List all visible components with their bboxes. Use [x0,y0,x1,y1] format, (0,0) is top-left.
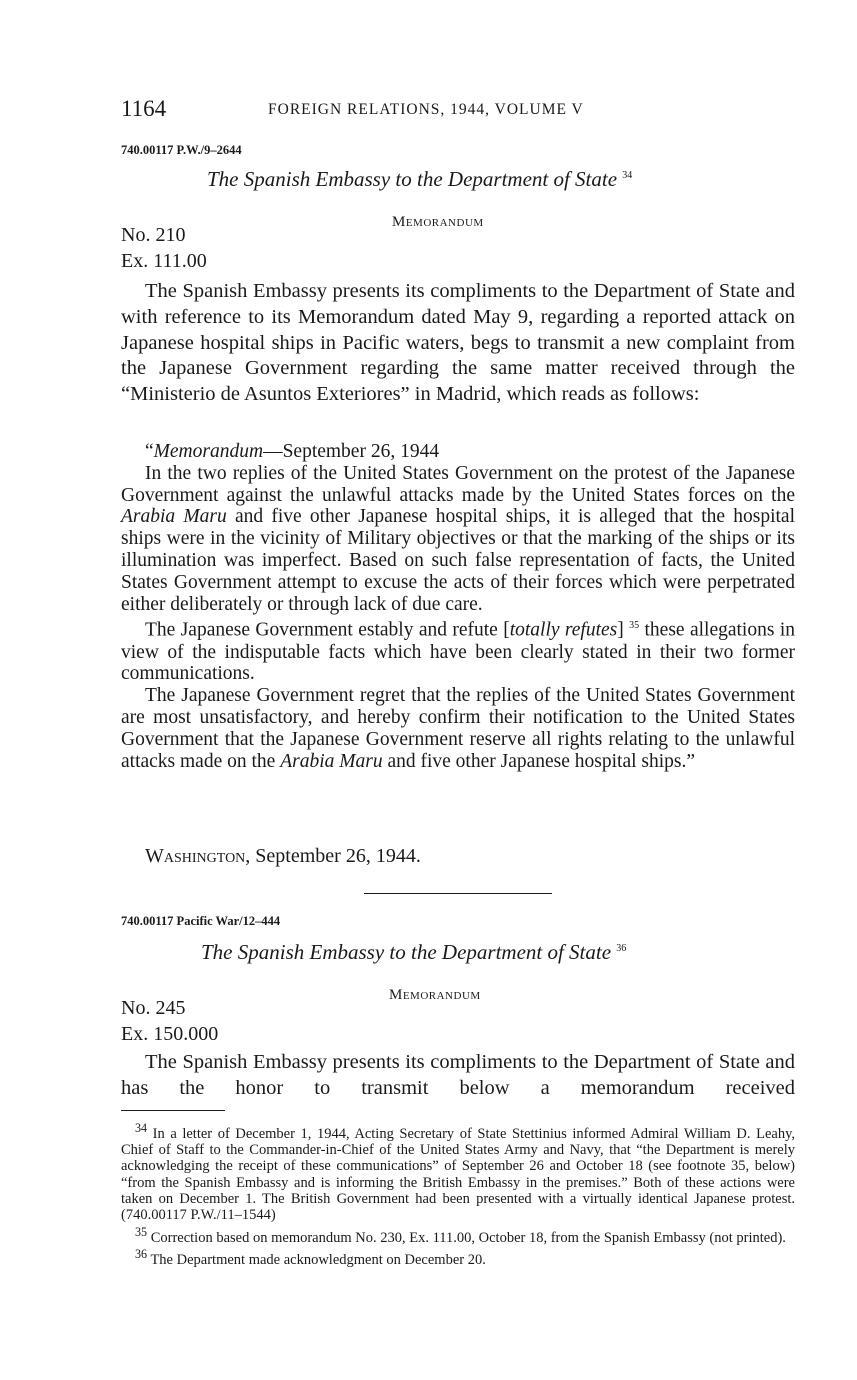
document-title [207,167,632,192]
document-title-text: The Spanish Embassy to the Department of State [207,167,618,191]
memo-number: No. 245 [121,997,186,1019]
editorial-correction: totally refutes [509,619,618,641]
memorandum-label: Memorandum [392,214,484,230]
footnote-rule [121,1110,225,1111]
file-number: 740.00117 P.W./9–2644 [121,143,242,157]
footnote-mark: 35 [135,1224,148,1239]
memo-number: No. 210 [121,224,186,246]
document-title-text: The Spanish Embassy to the Department of State [201,940,612,964]
footnote-36 [121,1246,795,1268]
ship-name: Arabia Maru [121,506,227,528]
footnote-text: In a letter of December 1, 1944, Acting Secretary of State Stettinius informed Admiral William D. Leahy, Chief of Staff to the Commander-in-Chief of the United States Army and Navy, that “the Department is merely acknowledging the receipt of these communications” of September 26 and October 18 (see footnote 35, below) “from the Spanish Embassy and is informing the British Embassy in the premises.” Both of these actions were taken on December 1. The British Government had been presented with a virtually identical Japanese protest. (740.00117 P.W./11–1544) [121,1125,796,1224]
document-title [201,940,626,965]
signature-place: Washington [145,845,246,867]
footnote-mark: 36 [135,1246,148,1261]
footnote-ref: 35 [629,620,640,632]
quoted-memorandum [121,441,795,772]
footnote-text: The Department made acknowledgment on December 20. [150,1251,486,1268]
footnotes [121,1120,795,1268]
quote-paragraph [121,463,795,616]
text-run: and five other Japanese hospital ships.” [382,750,696,772]
file-number: 740.00117 Pacific War/12–444 [121,914,281,928]
open-quote: “ [145,441,154,462]
quote-paragraph [121,685,795,772]
running-head: FOREIGN RELATIONS, 1944, VOLUME V [268,101,584,118]
footnote-mark: 34 [135,1121,148,1135]
quote-heading-date: —September 26, 1944 [263,441,440,462]
footnote-34 [121,1120,795,1224]
section-divider [364,893,552,894]
signature-date: , September 26, 1944. [245,845,421,867]
text-run: these allegations in view of the indisputable facts which have been clearly stated in their two former communications. [121,619,795,685]
memo-ex-number: Ex. 150.000 [121,1023,219,1045]
text-run: In the two replies of the United States Government on the protest of the Japanese Government against the unlawful attacks made by the United States forces on the [121,462,795,506]
memorandum-label: Memorandum [389,987,481,1003]
text-run: The Japanese Government estably and refute [ [145,619,510,641]
page-number: 1164 [121,96,167,121]
memo-intro-paragraph: The Spanish Embassy presents its compliments to the Department of State and has the honor to transmit below a memorandum received [121,1051,795,1099]
text-run: The Japanese Government regret that the replies of the United States Government are most unsatisfactory, and hereby confirm their notification to the United States Government that the Japanese Government reserve all rights relating to the unlawful attacks made on the [121,685,795,772]
footnote-ref: 36 [616,943,627,954]
footnote-ref: 34 [622,170,633,181]
footnote-35 [121,1224,795,1246]
signature-line [145,845,421,868]
memo-intro-paragraph: The Spanish Embassy presents its compliments to the Department of State and with reference to its Memorandum dated May 9, regarding a reported attack on Japanese hospital ships in Pacific waters, begs to transmit a new complaint from the Japanese Government regarding the same matter received through the “Ministerio de Asuntos Exteriores” in Madrid, which reads as follows: [121,280,795,406]
memo-ex-number: Ex. 111.00 [121,250,207,272]
quote-paragraph [121,615,795,685]
text-run: ] [617,619,630,641]
ship-name: Arabia Maru [280,750,383,772]
quote-heading [121,441,795,463]
text-run: and five other Japanese hospital ships, it is alleged that the hospital ships were in the vicinity of Military objectives or that the marking of the ships or its illumination was imperfect. Based on such false representation of facts, the United States Government attempt to excuse the acts of their forces which were perpetrated either deliberately or through lack of due care. [121,506,795,615]
quote-heading-italic: Memorandum [153,441,264,462]
footnote-text: Correction based on memorandum No. 230, Ex. 111.00, October 18, from the Spanish Embassy (not printed). [150,1229,786,1246]
